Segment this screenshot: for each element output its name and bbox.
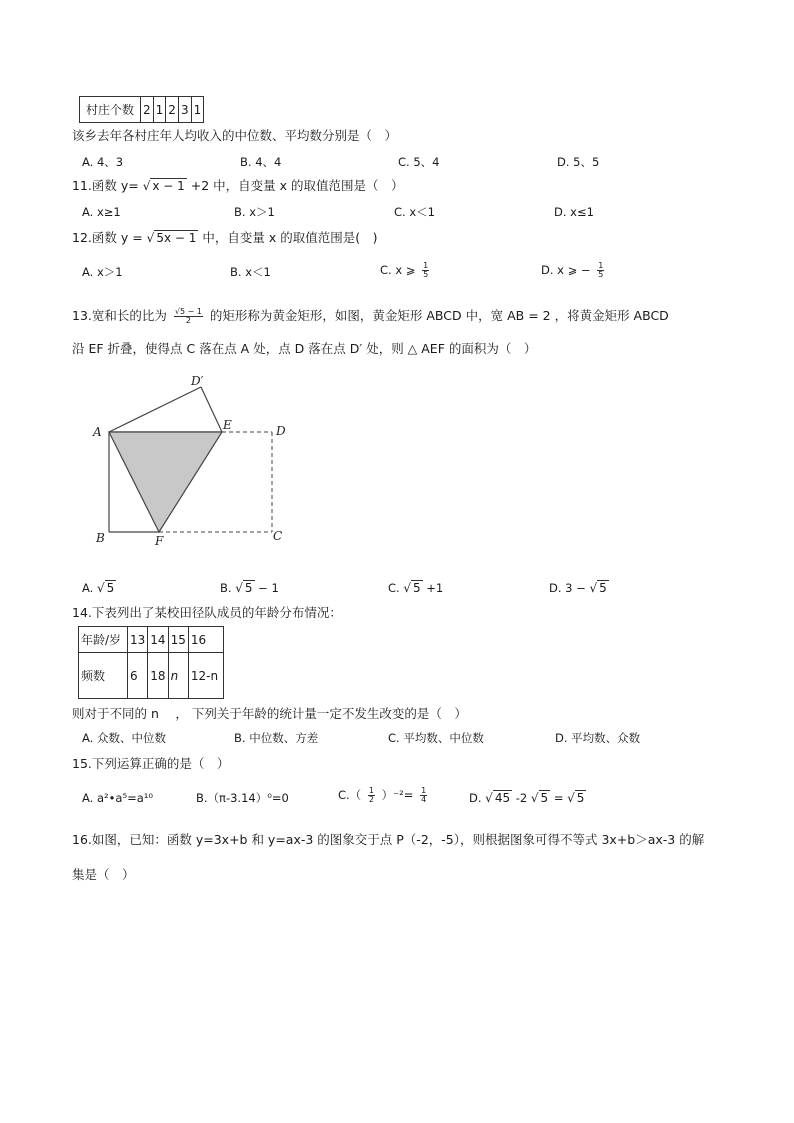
age-frequency-table — [78, 626, 224, 699]
q10-stem: 该乡去年各村庄年人均收入的中位数、平均数分别是（ ） — [72, 128, 398, 143]
label-e: E — [223, 418, 232, 432]
q10-option-d: D. 5、5 — [557, 155, 600, 169]
q13-stem-line2: 沿 EF 折叠，使得点 C 落在点 A 处，点 D 落在点 D′ 处，则 △ AEF 的面积为（ ） — [72, 341, 537, 356]
table-cell: 1 — [153, 97, 166, 123]
q11-option-a: A. x≥1 — [82, 205, 121, 219]
q10-option-b: B. 4、4 — [240, 155, 282, 169]
table-cell: 6 — [128, 653, 148, 699]
table-cell: 2 — [166, 97, 179, 123]
table-cell: 年龄/岁 — [79, 627, 128, 653]
label-b: B — [96, 531, 105, 545]
golden-rectangle-fold-figure — [80, 368, 310, 553]
sqrt-expression: √ x − 1 — [142, 179, 185, 193]
q16-stem-line1: 16.如图，已知：函数 y=3x+b 和 y=ax-3 的图象交于点 P（-2，-5），则根据图象可得不等式 3x+b＞ax-3 的解 — [72, 832, 705, 847]
triangle-aef — [109, 432, 222, 532]
q16-stem-line2: 集是（ ） — [72, 867, 135, 882]
q10-option-c: C. 5、4 — [398, 155, 440, 169]
table-cell: 12-n — [188, 653, 223, 699]
q13-option-d: D. 3 − √ 5 — [549, 581, 607, 595]
q10-option-a: A. 4、3 — [82, 155, 124, 169]
q14-option-a: A. 众数、中位数 — [82, 731, 166, 745]
label-d: D — [276, 424, 286, 438]
table-cell: n — [168, 653, 188, 699]
q13-stem-line1: 13.宽和长的比为 $\frac{√5 - 1}{2}$ 的矩形称为黄金矩形，如图，黄金矩形 ABCD 中，宽 AB = 2 ，将黄金矩形 ABCD — [72, 307, 669, 325]
q13-option-c: C. √ 5 +1 — [388, 581, 444, 595]
q12-option-d: D. x ⩾ − $\frac{1}{5}$ — [541, 261, 604, 279]
q14-stem: 14.下表列出了某校田径队成员的年龄分布情况： — [72, 605, 342, 620]
q12-option-c: C. x ⩾ $\frac{1}{5}$ — [380, 261, 429, 279]
q12-stem: 12.函数 y = √ 5x − 1 中，自变量 x 的取值范围是( ) — [72, 230, 378, 245]
table-cell: 频数 — [79, 653, 128, 699]
q11-option-c: C. x＜1 — [394, 205, 435, 219]
q13-option-a: A. √ 5 — [82, 581, 115, 595]
q15-option-c: C.（ $\frac{1}{2}$ ）⁻²= $\frac{1}{4}$ — [338, 786, 427, 804]
table-cell: 15 — [168, 627, 188, 653]
edge-d-prime-e — [201, 387, 222, 432]
q14-option-c: C. 平均数、中位数 — [388, 731, 484, 745]
q15-option-a: A. a²•a⁵=a¹⁰ — [82, 791, 153, 805]
q15-stem: 15.下列运算正确的是（ ） — [72, 756, 230, 771]
q12-option-b: B. x＜1 — [230, 265, 271, 279]
q15-option-d: D. √ 45 -2 √ 5 = √ 5 — [469, 791, 585, 805]
table-cell: 14 — [148, 627, 168, 653]
q12-option-a: A. x＞1 — [82, 265, 123, 279]
village-count-table — [79, 96, 204, 123]
label-c: C — [273, 529, 283, 543]
label-a: A — [93, 425, 102, 439]
q14-option-d: D. 平均数、众数 — [555, 731, 641, 745]
table-cell: 18 — [148, 653, 168, 699]
table-cell: 1 — [191, 97, 204, 123]
table-cell: 13 — [128, 627, 148, 653]
q11-stem: 11.函数 y= √ x − 1 +2 中，自变量 x 的取值范围是（ ） — [72, 178, 404, 193]
q15-option-b: B.（π-3.14）⁰=0 — [196, 791, 289, 805]
table-header: 村庄个数 — [80, 97, 141, 123]
label-d-prime: D′ — [191, 374, 204, 388]
q11-option-d: D. x≤1 — [554, 205, 594, 219]
table-cell: 2 — [141, 97, 154, 123]
label-f: F — [155, 534, 164, 548]
sqrt-expression: √ 5x − 1 — [146, 231, 197, 245]
q14-option-b: B. 中位数、方差 — [234, 731, 319, 745]
q13-option-b: B. √ 5 − 1 — [220, 581, 279, 595]
edge-ad-prime — [109, 387, 201, 432]
table-cell: 16 — [188, 627, 223, 653]
table-cell: 3 — [178, 97, 191, 123]
q14-stem2: 则对于不同的 n ， 下列关于年龄的统计量一定不发生改变的是（ ） — [72, 706, 467, 721]
q11-option-b: B. x＞1 — [234, 205, 275, 219]
